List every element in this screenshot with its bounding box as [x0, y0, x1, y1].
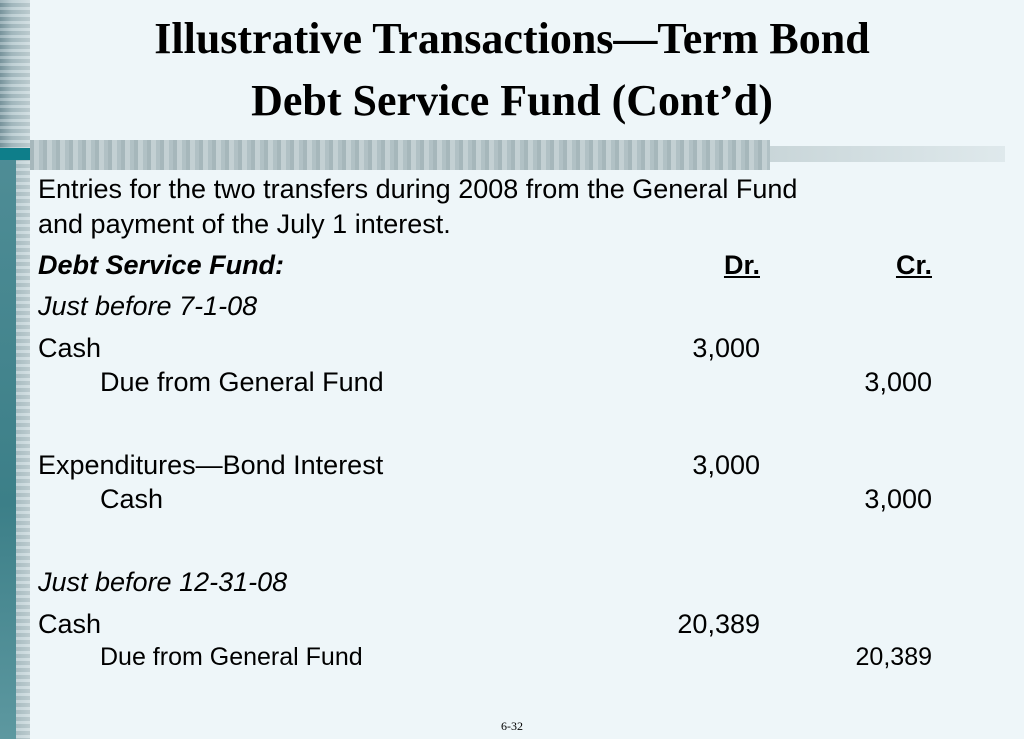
decorative-band-marble: [30, 140, 770, 170]
page-number: 6-32: [501, 719, 523, 733]
journal-debit-row: [38, 330, 932, 366]
slide-title: [30, 8, 994, 132]
journal-debit-row: [38, 447, 932, 483]
debit-amount: 20,389: [677, 609, 760, 639]
entry-date: Just before 12-31-08: [38, 567, 288, 597]
debit-column-header: Dr.: [723, 250, 760, 280]
journal-header-row: [38, 247, 932, 283]
journal-date-row: [38, 564, 932, 600]
slide-title-line2: Debt Service Fund (Cont’d): [251, 76, 773, 125]
intro-line1: Entries for the two transfers during 2008 from the General Fund: [38, 174, 798, 204]
intro-text: [38, 172, 938, 242]
credit-amount: 20,389: [855, 643, 932, 671]
credit-account: Cash: [100, 484, 164, 514]
journal-date-row: [38, 288, 932, 324]
slide-body: [38, 172, 938, 242]
credit-column-header: Cr.: [895, 250, 932, 280]
credit-amount: 3,000: [864, 367, 932, 397]
debit-amount: 3,000: [692, 333, 760, 363]
decorative-left-teal-strip: [0, 150, 16, 739]
journal-credit-row: [38, 364, 932, 400]
credit-amount: 3,000: [864, 484, 932, 514]
decorative-left-divider: [0, 148, 30, 160]
credit-account: Due from General Fund: [100, 643, 363, 671]
debit-amount: 3,000: [692, 450, 760, 480]
debit-account: Cash: [38, 609, 102, 639]
journal-credit-row: [38, 481, 932, 517]
decorative-band-light: [770, 146, 1005, 162]
journal-debit-row: [38, 606, 932, 642]
entry-date: Just before 7-1-08: [38, 291, 258, 321]
debit-account: Cash: [38, 333, 102, 363]
credit-account: Due from General Fund: [100, 367, 384, 397]
journal-credit-row: [38, 639, 932, 675]
debit-account: Expenditures—Bond Interest: [38, 450, 384, 480]
decorative-header-band: [30, 140, 1005, 170]
section-label: Debt Service Fund:: [38, 250, 285, 280]
intro-line2: and payment of the July 1 interest.: [38, 209, 451, 239]
slide-title-line1: Illustrative Transactions—Term Bond: [154, 14, 870, 63]
